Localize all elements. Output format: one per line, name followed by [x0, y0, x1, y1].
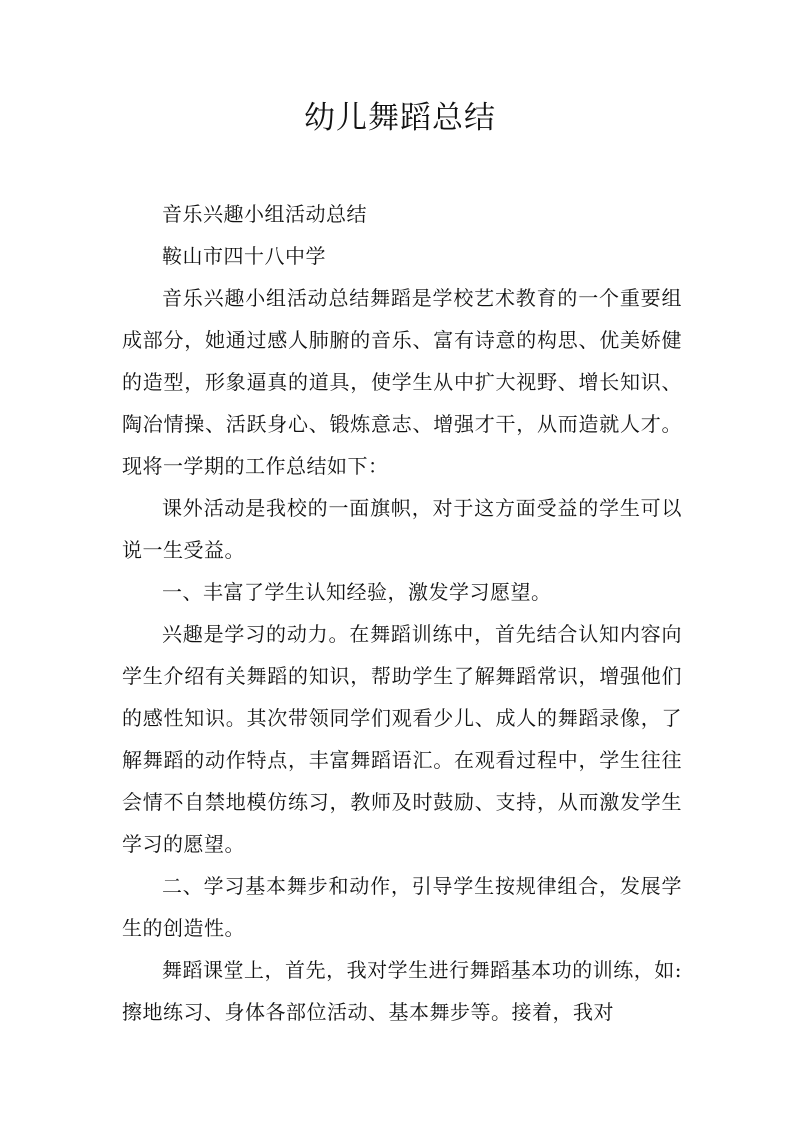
document-body	[122, 193, 682, 1033]
paragraph-activities: 课外活动是我校的一面旗帜，对于这方面受益的学生可以说一生受益。	[122, 496, 682, 562]
paragraph-subtitle: 音乐兴趣小组活动总结	[162, 202, 367, 226]
paragraph-section-one-body: 兴趣是学习的动力。在舞蹈训练中，首先结合认知内容向学生介绍有关舞蹈的知识，帮助学生了解舞蹈常识，增强他们的感性知识。其次带领同学们观看少儿、成人的舞蹈录像，了解舞蹈的动作特点，丰富舞蹈语汇。在观看过程中，学生往往会情不自禁地模仿练习，教师及时鼓励、支持，从而激发学生学习的愿望。	[122, 622, 682, 856]
paragraph-section-one-heading: 一、丰富了学生认知经验，激发学习愿望。	[162, 580, 552, 604]
paragraph-school: 鞍山市四十八中学	[162, 244, 326, 268]
paragraph-intro: 音乐兴趣小组活动总结舞蹈是学校艺术教育的一个重要组成部分，她通过感人肺腑的音乐、富有诗意的构思、优美娇健的造型，形象逼真的道具，使学生从中扩大视野、增长知识、陶冶情操、活跃身心、锻炼意志、增强才干，从而造就人才。现将一学期的工作总结如下：	[122, 286, 682, 478]
paragraph-section-two-body: 舞蹈课堂上，首先，我对学生进行舞蹈基本功的训练，如:擦地练习、身体各部位活动、基本舞步等。接着，我对	[122, 958, 682, 1024]
paragraph-section-two-heading: 二、学习基本舞步和动作，引导学生按规律组合，发展学生的创造性。	[122, 874, 682, 940]
document-title: 幼儿舞蹈总结	[304, 100, 496, 136]
